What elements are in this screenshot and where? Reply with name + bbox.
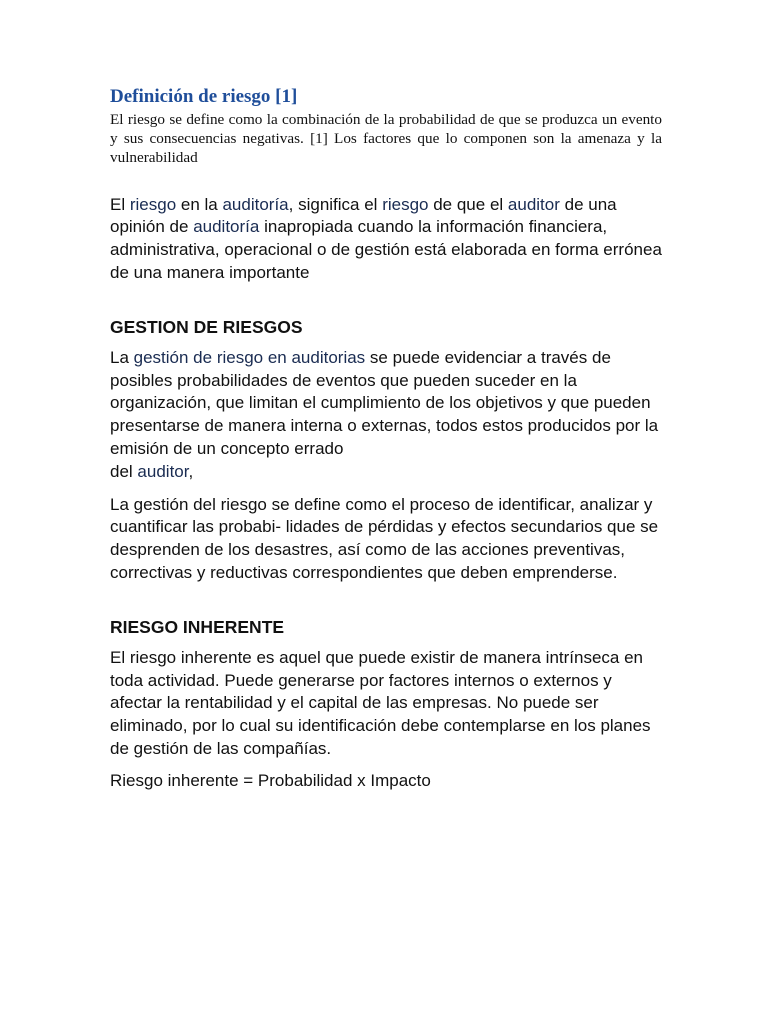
text-segment: , significa el — [288, 194, 383, 214]
audit-risk-paragraph — [110, 194, 662, 285]
auditoria-link[interactable]: auditoría — [222, 194, 289, 214]
text-segment: , — [188, 461, 194, 481]
text-segment: en la — [176, 194, 223, 214]
auditor-link[interactable]: auditor — [137, 461, 189, 481]
riesgo-link[interactable]: riesgo — [382, 194, 429, 214]
auditor-link[interactable]: auditor — [507, 194, 560, 214]
text-segment: de una opinión de — [110, 194, 617, 237]
section-title-gestion: GESTION DE RIESGOS — [110, 316, 303, 337]
definition-heading: Definición de riesgo [1] — [110, 86, 298, 107]
gestion-riesgo-link[interactable]: gestión de riesgo en auditorias — [133, 347, 366, 367]
auditoria-link[interactable]: auditoría — [193, 217, 260, 237]
text-segment: El — [110, 194, 130, 214]
text-segment: inapropiada cuando la información financiera, administrativa, operacional o de gestión está elaborada en forma errónea de una manera importante — [110, 217, 662, 282]
section-title-inherente: RIESGO INHERENTE — [110, 616, 285, 637]
document-page — [110, 84, 662, 793]
definition-paragraph: El riesgo se define como la combinación de la probabilidad de que se produzca un evento y sus consecuencias negativas. [1] Los factores que lo componen son la amenaza y la vulnerabilidad — [110, 111, 662, 167]
text-segment: de que el — [428, 194, 508, 214]
text-segment: La — [110, 347, 134, 367]
text-segment: del — [110, 461, 138, 481]
risk-definition-paragraph: La gestión del riesgo se define como el proceso de identificar, analizar y cuantificar las probabi- lidades de pérdidas y efectos secundarios que se desprenden de los desastres, así como de las acciones preventivas, correctivas y reductivas correspondientes que deben emprenderse. — [110, 494, 659, 582]
inherent-risk-paragraph: El riesgo inherente es aquel que puede existir de manera intrínseca en toda actividad. Puede generarse por factores internos o externos y afectar la rentabilidad y el capital de las empresas. No puede ser eliminado, por lo cual su identificación debe contemplarse en los planes de gestión de las compañías. — [110, 647, 651, 758]
text-segment: se puede evidenciar a través de posibles probabilidades de eventos que pueden suceder en la organización, que limitan el cumplimiento de los objetivos y que pueden presentarse de manera interna o externas, todos estos producidos por la emisión de un concepto errado — [110, 347, 659, 458]
riesgo-link[interactable]: riesgo — [129, 194, 177, 214]
inherent-risk-formula: Riesgo inherente = Probabilidad x Impacto — [110, 770, 431, 790]
risk-management-paragraph — [110, 347, 662, 484]
